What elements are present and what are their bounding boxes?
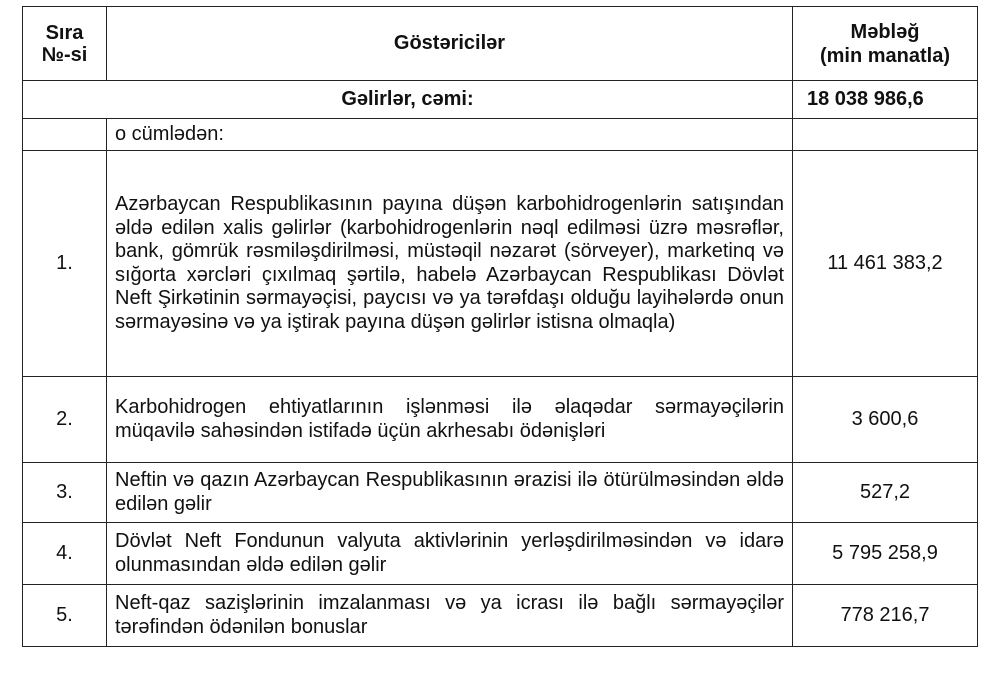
header-amount-line1: Məbləğ [850, 20, 920, 43]
subheader-text: o cümlədən: [107, 119, 793, 151]
table-row [23, 523, 978, 585]
row-description: Dövlət Neft Fondunun valyuta aktivlərinin yerləşdirilməsindən və idarə olunmasından əldə edilən gəlir [107, 523, 793, 585]
subheader-empty-amount [793, 119, 978, 151]
table-row [23, 151, 978, 377]
subheader-empty-cell [23, 119, 107, 151]
row-amount: 778 216,7 [793, 585, 978, 647]
row-description: Azərbaycan Respublikasının payına düşən karbohidrogenlərin satışından əldə edilən xalis gəlirlər (karbohidrogenlərin nəql edilməsi üzrə məsrəflər, bank, gömrük rəsmiləşdirilməsi, müstəqil nəzarət (sörveyer), marketinq və sığorta xərcləri çıxılmaq şərtilə, habelə Azərbaycan Respublikası Dövlət Neft Şirkətinin sərmayəçisi, paycısı və ya tərəfdaşı olduğu layihələrdə onun sərmayəsinə və ya iştirak payına düşən gəlirlər istisna olmaqla) [107, 151, 793, 377]
table-row [23, 377, 978, 463]
row-number: 2. [23, 377, 107, 463]
table-row [23, 585, 978, 647]
subheader-row [23, 119, 978, 151]
table-row [23, 463, 978, 523]
row-number: 3. [23, 463, 107, 523]
header-row [23, 7, 978, 81]
header-number-line1: Sıra [45, 21, 84, 44]
row-number: 5. [23, 585, 107, 647]
total-amount: 18 038 986,6 [793, 81, 978, 119]
row-amount: 527,2 [793, 463, 978, 523]
row-amount: 3 600,6 [793, 377, 978, 463]
total-row [23, 81, 978, 119]
total-label: Gəlirlər, cəmi: [23, 81, 793, 119]
header-indicators: Göstəricilər [107, 7, 793, 81]
row-description: Neft-qaz sazişlərinin imzalanması və ya icrası ilə bağlı sərmayəçilər tərəfindən ödənilən bonuslar [107, 585, 793, 647]
row-amount: 11 461 383,2 [793, 151, 978, 377]
row-description: Karbohidrogen ehtiyatlarının işlənməsi ilə əlaqədar sərmayəçilərin müqavilə sahəsindən istifadə üçün akrhesabı ödənişləri [107, 377, 793, 463]
header-number-line2: №-si [41, 43, 88, 66]
header-amount-line2: (min manatla) [819, 44, 951, 67]
row-number: 1. [23, 151, 107, 377]
header-number [23, 7, 107, 81]
row-description: Neftin və qazın Azərbaycan Respublikasının ərazisi ilə ötürülməsindən əldə edilən gəlir [107, 463, 793, 523]
header-amount [793, 7, 978, 81]
revenue-table [22, 6, 978, 647]
row-number: 4. [23, 523, 107, 585]
row-amount: 5 795 258,9 [793, 523, 978, 585]
